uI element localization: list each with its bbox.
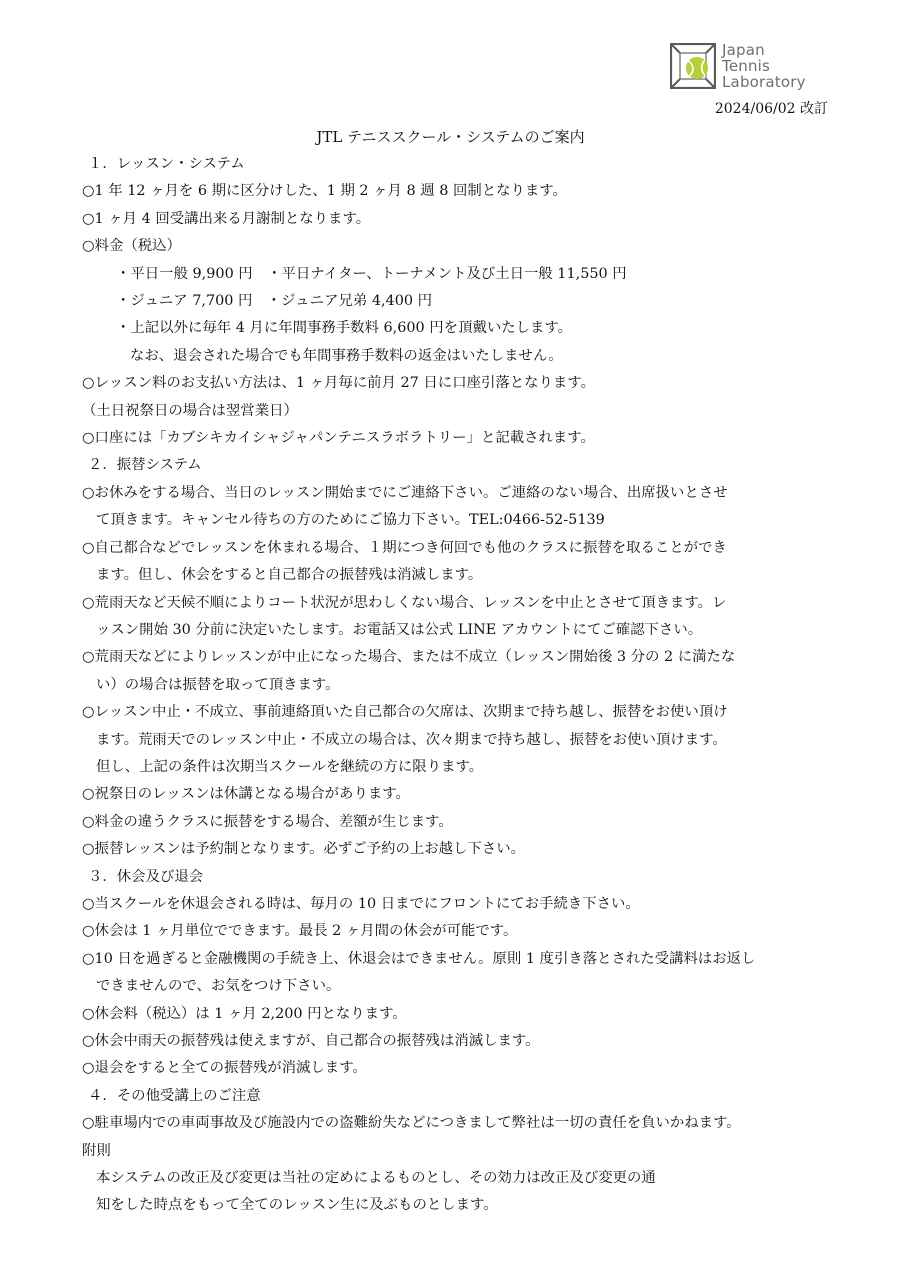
list-item: ○レッスン中止・不成立、事前連絡頂いた自己都合の欠席は、次期まで持ち越し、振替をお使い頂け — [82, 704, 728, 721]
list-item: ○料金（税込） — [82, 238, 181, 255]
list-item: ○駐車場内での車両事故及び施設内での盗難紛失などにつきまして弊社は一切の責任を負いかねます。 — [82, 1115, 741, 1132]
list-item: ○当スクールを休退会される時は、毎月の 10 日までにフロントにてお手続き下さい。 — [82, 895, 640, 912]
list-item: ○退会をすると全ての振替残が消滅します。 — [82, 1060, 367, 1077]
section-heading: ３．休会及び退会 — [88, 868, 204, 885]
section-heading: １．レッスン・システム — [88, 156, 245, 172]
list-item: ○荒雨天など天候不順によりコート状況が思わしくない場合、レッスンを中止とさせて頂きます。レ — [82, 594, 727, 611]
list-item: ・平日一般 9,900 円 ・平日ナイター、トーナメント及び土日一般 11,550 円 — [116, 265, 627, 282]
section-heading: ４．その他受講上のご注意 — [88, 1087, 261, 1104]
list-item: ます。荒雨天でのレッスン中止・不成立の場合は、次々期まで持ち越し、振替をお使い頂けます。 — [96, 731, 727, 748]
list-item: ○振替レッスンは予約制となります。必ずご予約の上お越し下さい。 — [82, 841, 525, 858]
list-item: なお、退会された場合でも年間事務手数料の返金はいたしません。 — [130, 347, 563, 364]
list-item: ○休会料（税込）は 1 ヶ月 2,200 円となります。 — [82, 1005, 407, 1022]
list-item: ○料金の違うクラスに振替をする場合、差額が生じます。 — [82, 813, 453, 830]
page-title: JTL テニススクール・システムのご案内 — [316, 128, 585, 146]
list-item: ○お休みをする場合、当日のレッスン開始までにご連絡下さい。ご連絡のない場合、出席扱いとさせ — [82, 484, 728, 501]
section-heading: ２．振替システム — [88, 457, 202, 474]
list-item: ○休会は 1 ヶ月単位でできます。最長 2 ヶ月間の休会が可能です。 — [82, 923, 518, 940]
list-item: （土日祝祭日の場合は翌営業日） — [82, 402, 298, 419]
list-item: ○1 ヶ月 4 回受講出来る月謝制となります。 — [82, 210, 371, 227]
list-item: ○荒雨天などによりレッスンが中止になった場合、または不成立（レッスン開始後 3 分の 2 に満たな — [82, 649, 736, 666]
list-item: ○10 日を過ぎると金融機関の手続き上、休退会はできません。原則 1 度引き落とされた受講料はお返し — [82, 950, 756, 967]
list-item: できませんので、お気をつけ下さい。 — [96, 978, 341, 995]
list-item: ○1 年 12 ヶ月を 6 期に区分けした、1 期 2 ヶ月 8 週 8 回制となります。 — [82, 183, 567, 200]
appendix-line: 本システムの改正及び変更は当社の定めによるものとし、その効力は改正及び変更の通 — [96, 1170, 656, 1187]
list-item: ます。但し、休会をすると自己都合の振替残は消滅します。 — [96, 567, 483, 584]
document-body — [82, 151, 822, 1220]
list-item: ○口座には「カブシキカイシャジャパンテニスラボラトリー」と記載されます。 — [82, 430, 595, 447]
logo-line: Laboratory — [722, 73, 806, 91]
appendix-line: 知をした時点をもって全てのレッスン生に及ぶものとします。 — [96, 1197, 498, 1214]
company-logo — [670, 42, 806, 90]
list-item: ○自己都合などでレッスンを休まれる場合、１期につき何回でも他のクラスに振替を取ることができ — [82, 539, 727, 556]
logo-wordmark — [722, 42, 806, 90]
list-item: ッスン開始 30 分前に決定いたします。お電話又は公式 LINE アカウントにてご確認下さい。 — [96, 621, 703, 638]
list-item: い）の場合は振替を取って頂きます。 — [96, 676, 340, 693]
logo-line: Tennis — [722, 57, 771, 75]
list-item: ○休会中雨天の振替残は使えますが、自己都合の振替残は消滅します。 — [82, 1033, 540, 1049]
appendix-heading: 附則 — [82, 1142, 111, 1159]
list-item: 但し、上記の条件は次期当スクールを継続の方に限ります。 — [96, 758, 484, 775]
list-item: ○レッスン料のお支払い方法は、1 ヶ月毎に前月 27 日に口座引落となります。 — [82, 375, 595, 392]
list-item: て頂きます。キャンセル待ちの方のためにご協力下さい。TEL:0466-52-5139 — [96, 512, 605, 529]
revision-date: 2024/06/02 改訂 — [714, 101, 828, 117]
list-item: ○祝祭日のレッスンは休講となる場合があります。 — [82, 786, 410, 803]
logo-line: Japan — [722, 41, 765, 59]
tennis-ball-logo-icon — [670, 43, 716, 89]
list-item: ・ジュニア 7,700 円 ・ジュニア兄弟 4,400 円 — [116, 293, 432, 310]
list-item: ・上記以外に毎年 4 月に年間事務手数料 6,600 円を頂戴いたします。 — [116, 320, 573, 337]
